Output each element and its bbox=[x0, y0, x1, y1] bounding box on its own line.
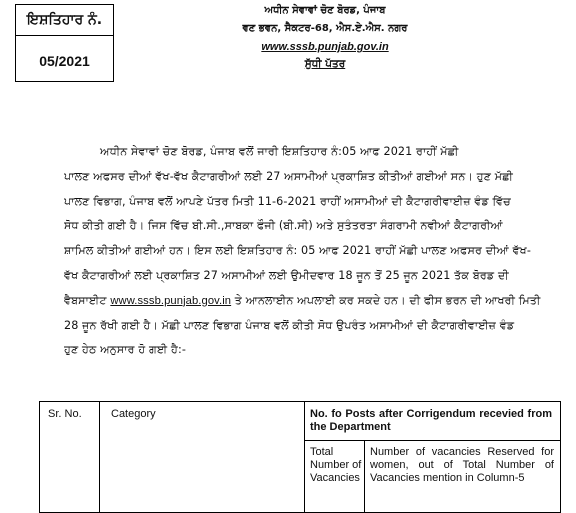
paragraph-line: ਪਾਲਣ ਵਿਭਾਗ, ਪੰਜਾਬ ਵਲੋਂ ਆਪਣੇ ਪੱਤਰ ਮਿਤੀ 11-6-2021 ਰਾਹੀਂ ਅਸਾਮੀਆਂ ਦੀ ਕੈਟਾਗਰੀਵਾਈਜ਼ ਵੰਡ ਵਿੱਚ bbox=[64, 194, 511, 208]
line-middle: ਤੇ ਆਨਲਾਈਨ ਅਪਲਾਈ ਕਰ ਸਕਦੇ ਹਨ। bbox=[231, 293, 410, 307]
sr-no-header: Sr. No. bbox=[48, 408, 82, 420]
advertisement-number: 05/2021 bbox=[39, 53, 90, 69]
advertisement-box bbox=[15, 4, 114, 82]
paragraph-line: ਹੁਣ ਹੇਠ ਅਨੁਸਾਰ ਹੋ ਗਈ ਹੈ:- bbox=[64, 343, 186, 357]
category-header: Category bbox=[111, 408, 156, 420]
board-address: ਵਣ ਭਵਨ, ਸੈਕਟਰ-68, ਐਸ.ਏ.ਐਸ. ਨਗਰ bbox=[242, 23, 408, 34]
line-prefix: ਵੈਬਸਾਈਟ bbox=[64, 293, 111, 307]
total-vacancies-header: Total Number of Vacancies bbox=[310, 446, 362, 484]
document-header bbox=[160, 2, 490, 72]
paragraph-line: ਸ਼ਾਮਿਲ ਕੀਤੀਆਂ ਗਈਆਂ ਹਨ। ਇਸ ਲਈ ਇਸ਼ਤਿਹਾਰ ਨੰ: 05 ਆਫ 2021 ਰਾਹੀਂ ਮੱਛੀ ਪਾਲਣ ਅਫਸਰ ਦੀਆਂ ਵੱਖ- bbox=[64, 244, 532, 258]
notice-paragraph bbox=[64, 140, 568, 363]
corrigendum-title: ਸੁੱਧੀ ਪੱਤਰ bbox=[304, 58, 346, 70]
line-end: ਦੀ ਫੀਸ ਭਰਨ ਦੀ ਆਖਰੀ ਮਿਤੀ bbox=[409, 293, 541, 307]
paragraph-line: ਅਧੀਨ ਸੇਵਾਵਾਂ ਚੋਣ ਬੋਰਡ, ਪੰਜਾਬ ਵਲੋਂ ਜਾਰੀ ਇਸ਼ਤਿਹਾਰ ਨੰ:05 ਆਫ 2021 ਰਾਹੀਂ ਮੱਛੀ bbox=[100, 145, 459, 158]
vacancy-table bbox=[39, 401, 561, 513]
website-link[interactable]: www.sssb.punjab.gov.in bbox=[110, 294, 232, 307]
women-vacancies-header: Number of vacancies Reserved for women, out of Total Number of Vacancies mention in Column-5 bbox=[370, 446, 554, 484]
paragraph-line: ਵੱਖ ਕੈਟਾਗਰੀਆਂ ਲਈ ਪ੍ਰਕਾਸ਼ਿਤ 27 ਅਸਾਮੀਆਂ ਲਈ ਉਮੀਦਵਾਰ 18 ਜੂਨ ਤੋਂ 25 ਜੂਨ 2021 ਤੱਕ ਬੋਰਡ ਦੀ bbox=[64, 268, 509, 282]
advertisement-title: ਇਸ਼ਤਿਹਾਰ ਨੰ. bbox=[16, 5, 113, 36]
board-website-link[interactable]: www.sssb.punjab.gov.in bbox=[261, 41, 389, 53]
paragraph-line: ਪਾਲਣ ਅਫਸਰ ਦੀਆਂ ਵੱਖ-ਵੱਖ ਕੈਟਾਗਰੀਆਂ ਲਈ 27 ਅਸਾਮੀਆਂ ਪ੍ਰਕਾਸ਼ਿਤ ਕੀਤੀਆਂ ਗਈਆਂ ਸਨ। ਹੁਣ ਮੱਛੀ bbox=[64, 169, 514, 183]
paragraph-line: 28 ਜੂਨ ਰੱਖੀ ਗਈ ਹੈ। ਮੱਛੀ ਪਾਲਣ ਵਿਭਾਗ ਪੰਜਾਬ ਵਲੋਂ ਕੀਤੀ ਸੋਧ ਉਪਰੰਤ ਅਸਾਮੀਆਂ ਦੀ ਕੈਟਾਗਰੀਵਾਈਜ਼ ਵੰਡ bbox=[64, 318, 515, 332]
board-name: ਅਧੀਨ ਸੇਵਾਵਾਂ ਚੋਣ ਬੋਰਡ, ਪੰਜਾਬ bbox=[264, 5, 386, 16]
paragraph-line: ਸੋਧ ਕੀਤੀ ਗਈ ਹੈ। ਜਿਸ ਵਿੱਚ ਬੀ.ਸੀ.,ਸਾਬਕਾ ਫੌਜੀ (ਬੀ.ਸੀ) ਅਤੇ ਸੁਤੰਤਰਤਾ ਸੰਗਰਾਮੀ ਨਵੀਆਂ ਕੈਟਾਗਰੀਆਂ bbox=[64, 219, 503, 233]
paragraph-line-website bbox=[64, 289, 568, 314]
posts-after-corrigendum-header: No. fo Posts after Corrigendum recevied from the Department bbox=[310, 408, 552, 433]
